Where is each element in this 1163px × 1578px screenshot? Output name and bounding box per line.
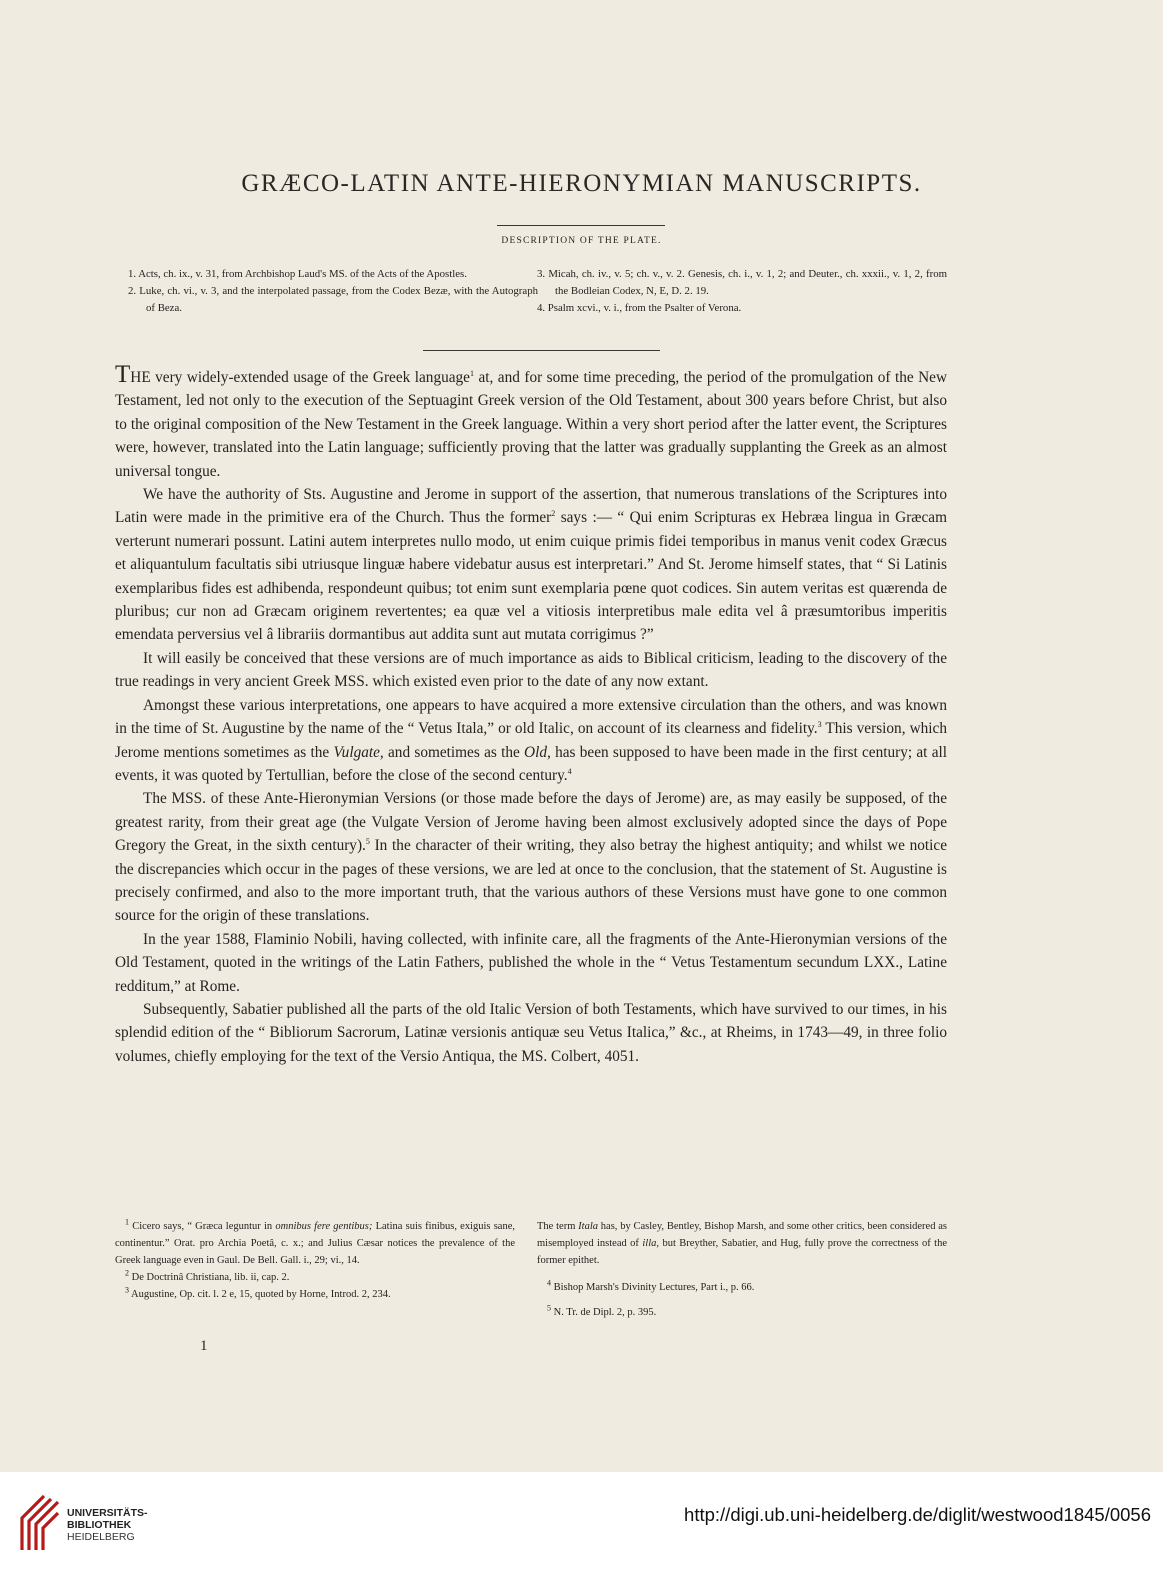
- footnote-ref: 3: [817, 720, 822, 729]
- plate-item: 2. Luke, ch. vi., v. 3, and the interpolated passage, from the Codex Bezæ, with the Autograph of Beza.: [128, 285, 538, 314]
- footnotes-right: [537, 1218, 947, 1321]
- paragraph: We have the authority of Sts. Augustine and Jerome in support of the assertion, that numerous translations of the Scriptures into Latin were made in the primitive era of the Church. Thus the former$^2$ says :— “ Qui enim Scripturas ex Hebræa lingua in Græcam verterunt numerari possunt. Latini autem interpretes nullo modo, ut enim cuique primis fidei temporibus in manus venit codex Græcus et aliquantulum facultatis sibi utriusque linguæ habere videbatur ausus est interpretari.” And St. Jerome himself states, that “ Si Latinis exemplaribus fides est adhibenda, respondeunt quibus; tot enim sunt exemplaria pœne quot codices. Sin autem veritas est quærenda de pluribus; cur non ad Græcam originem revertentes; ea quæ vel a vitiosis interpretibus male edita vel â præsumtoribus imperitis emendata perversius vel â librariis dormantibus aut addita sunt aut mutata corrigimus ?”: [115, 486, 947, 644]
- paragraph: The MSS. of these Ante-Hieronymian Versions (or those made before the days of Jerome) are, as may easily be supposed, of the greatest rarity, from their great age (the Vulgate Version of Jerome having been almost exclusively adopted since the days of Pope Gregory the Great, in the sixth century).$^5$ In the character of their writing, they also betray the highest antiquity; and whilst we notice the discrepancies which occur in the pages of these versions, we are led at once to the conclusion, that the statement of St. Augustine is precisely confirmed, and also to the more important truth, that the various authors of these Versions must have gone to one common source for the origin of these translations.: [115, 790, 947, 925]
- footnote: $^5$ N. Tr. de Dipl. 2, p. 395.: [547, 1303, 657, 1318]
- footnote-ref: 2: [551, 509, 556, 519]
- footnote-ref: 5: [365, 837, 370, 847]
- footnote: $^4$ Bishop Marsh's Divinity Lectures, Part i., p. 66.: [547, 1278, 755, 1293]
- drop-cap: T: [115, 361, 131, 388]
- footnote-ref: 1: [469, 368, 474, 378]
- footnote-continuation: The term Itala has, by Casley, Bentley, Bishop Marsh, and some other critics, been considered as misemployed instead of illa, but Breyther, Sabatier, and Hug, fully prove the correctness of the former epithet.: [537, 1221, 947, 1266]
- footnote: $^2$ De Doctrinâ Christiana, lib. ii, cap. 2.: [125, 1268, 290, 1283]
- plate-description-left: [128, 266, 538, 317]
- title-rule: [497, 225, 665, 226]
- plate-item: 4. Psalm xcvi., v. i., from the Psalter of Verona.: [537, 302, 742, 314]
- description-heading: DESCRIPTION OF THE PLATE.: [501, 236, 662, 246]
- plate-description-right: [537, 266, 947, 317]
- paragraph: Subsequently, Sabatier published all the parts of the old Italic Version of both Testaments, which have survived to our times, in his splendid edition of the “ Bibliorum Sacrorum, Latinæ versionis antiquæ seu Vetus Italica,” &c., at Rheims, in 1743—49, in three folio volumes, chiefly employing for the text of the Versio Antiqua, the MS. Colbert, 4051.: [115, 1000, 947, 1065]
- paragraph: In the year 1588, Flaminio Nobili, having collected, with infinite care, all the fragments of the Ante-Hieronymian versions of the Old Testament, quoted in the writings of the Latin Fathers, published the whole in the “ Vetus Testamentum secundum LXX., Latine redditum,” at Rome.: [115, 930, 947, 995]
- library-name: UNIVERSITÄTS- BIBLIOTHEK HEIDELBERG: [67, 1507, 148, 1543]
- source-url-link[interactable]: http://digi.ub.uni-heidelberg.de/diglit/westwood1845/0056: [684, 1504, 1151, 1525]
- plate-item: 1. Acts, ch. ix., v. 31, from Archbishop Laud's MS. of the Acts of the Apostles.: [128, 268, 467, 280]
- page-title: GRÆCO-LATIN ANTE-HIERONYMIAN MANUSCRIPTS.: [241, 170, 922, 197]
- paragraph: THE very widely-extended usage of the Greek language$^1$ at, and for some time preceding, the period of the promulgation of the New Testament, led not only to the execution of the Septuagint Greek version of the Old Testament, about 300 years before Christ, but also to the original composition of the New Testament in the Greek language. Within a very short period after the latter event, the Scriptures were, however, translated into the Latin language; sufficiently proving that the latter was gradually supplanting the Greek as an almost universal tongue.: [115, 361, 947, 480]
- paragraph: Amongst these various interpretations, one appears to have acquired a more extensive circulation than the others, and was known in the time of St. Augustine by the name of the “ Vetus Itala,” or old Italic, on account of its clearness and fidelity.$^3$ This version, which Jerome mentions sometimes as the Vulgate, and sometimes as the Old, has been supposed to have been made in the first century; at all events, it was quoted by Tertullian, before the close of the second century.$^4$: [115, 696, 947, 784]
- library-footer: [0, 1472, 1163, 1578]
- body-text: [115, 361, 947, 1068]
- page-number: 1: [200, 1338, 208, 1354]
- description-rule: [423, 350, 660, 351]
- plate-item: 3. Micah, ch. iv., v. 5; ch. v., v. 2. Genesis, ch. i., v. 1, 2; and Deuter., ch. xxxii., v. 1, 2, from the Bodleian Codex, N, E, D. 2. 19.: [537, 268, 947, 297]
- paragraph: It will easily be conceived that these versions are of much importance as aids to Biblical criticism, leading to the discovery of the true readings in very ancient Greek MSS. which existed even prior to the date of any now extant.: [115, 649, 947, 691]
- footnotes-left: [115, 1218, 515, 1303]
- library-logo-icon: [14, 1492, 60, 1552]
- footnote-ref: 4: [567, 766, 572, 776]
- footnote: $^3$ Augustine, Op. cit. l. 2 e, 15, quoted by Horne, Introd. 2, 234.: [125, 1285, 391, 1300]
- footnote: $^1$ Cicero says, “ Græca leguntur in omnibus fere gentibus; Latina suis finibus, exiguis sane, continentur.” Orat. pro Archia Poetâ, c. x.; and Julius Cæsar notices the prevalence of the Greek language even in Gaul. De Bell. Gall. i., 29; vi., 14.: [115, 1217, 515, 1266]
